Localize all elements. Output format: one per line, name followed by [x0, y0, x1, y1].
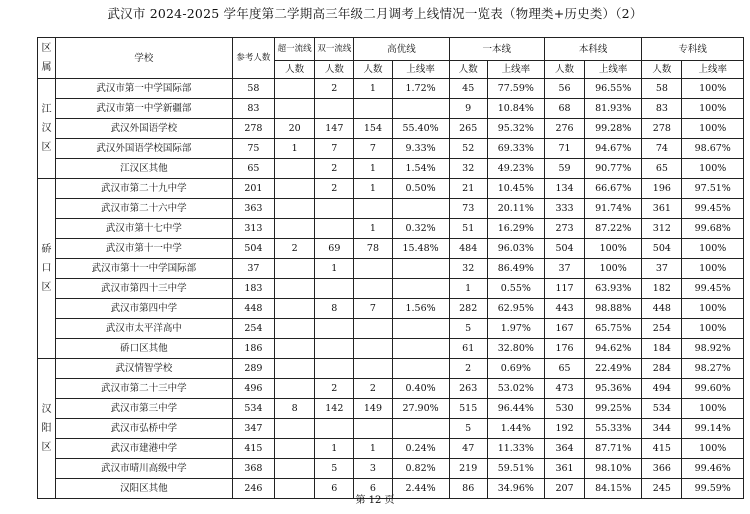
value-cell: 448: [232, 299, 274, 319]
value-cell: 0.32%: [392, 219, 449, 239]
value-cell: 81.93%: [585, 99, 642, 119]
table-row: [38, 239, 744, 259]
value-cell: 1.44%: [487, 419, 544, 439]
value-cell: [315, 339, 354, 359]
value-cell: 182: [642, 279, 682, 299]
value-cell: [354, 319, 392, 339]
value-cell: 0.40%: [392, 379, 449, 399]
value-cell: 37: [642, 259, 682, 279]
value-cell: 21: [449, 179, 487, 199]
value-cell: 368: [232, 459, 274, 479]
value-cell: 94.62%: [585, 339, 642, 359]
value-cell: 98.67%: [682, 139, 744, 159]
value-cell: 94.67%: [585, 139, 642, 159]
value-cell: [315, 359, 354, 379]
value-cell: 7: [354, 299, 392, 319]
school-cell: 硚口区其他: [55, 339, 232, 359]
value-cell: 282: [449, 299, 487, 319]
value-cell: 99.25%: [585, 399, 642, 419]
school-cell: 武汉市第二十九中学: [55, 179, 232, 199]
value-cell: 0.82%: [392, 459, 449, 479]
value-cell: 154: [354, 119, 392, 139]
value-cell: 7: [354, 139, 392, 159]
value-cell: 59.51%: [487, 459, 544, 479]
value-cell: 1: [354, 159, 392, 179]
school-cell: 武汉市第十一中学: [55, 239, 232, 259]
value-cell: 415: [642, 439, 682, 459]
header-people: 人数: [315, 61, 354, 79]
value-cell: 1: [315, 439, 354, 459]
value-cell: 8: [315, 299, 354, 319]
value-cell: 1.97%: [487, 319, 544, 339]
header-people: 人数: [449, 61, 487, 79]
value-cell: 363: [232, 199, 274, 219]
school-cell: 武汉外国语学校: [55, 119, 232, 139]
value-cell: 86: [449, 479, 487, 499]
value-cell: [354, 199, 392, 219]
value-cell: 496: [232, 379, 274, 399]
value-cell: 0.50%: [392, 179, 449, 199]
value-cell: 83: [642, 99, 682, 119]
value-cell: 7: [315, 139, 354, 159]
value-cell: [392, 359, 449, 379]
value-cell: 83: [232, 99, 274, 119]
value-cell: 246: [232, 479, 274, 499]
school-cell: 汉阳区其他: [55, 479, 232, 499]
value-cell: 219: [449, 459, 487, 479]
value-cell: 167: [544, 319, 584, 339]
value-cell: 52: [449, 139, 487, 159]
value-cell: [354, 279, 392, 299]
table-row: [38, 319, 744, 339]
table-row: [38, 399, 744, 419]
value-cell: 361: [544, 459, 584, 479]
value-cell: 263: [449, 379, 487, 399]
value-cell: 0.69%: [487, 359, 544, 379]
table-row: [38, 359, 744, 379]
value-cell: 2: [275, 239, 315, 259]
value-cell: 100%: [682, 119, 744, 139]
value-cell: [354, 99, 392, 119]
value-cell: 6: [354, 479, 392, 499]
value-cell: 276: [544, 119, 584, 139]
value-cell: 58: [642, 79, 682, 99]
value-cell: 176: [544, 339, 584, 359]
value-cell: [315, 99, 354, 119]
value-cell: 1: [275, 139, 315, 159]
value-cell: 95.32%: [487, 119, 544, 139]
value-cell: [392, 199, 449, 219]
value-cell: 504: [232, 239, 274, 259]
value-cell: 65: [544, 359, 584, 379]
header-undergrad: 本科线: [544, 38, 641, 61]
value-cell: 65.75%: [585, 319, 642, 339]
value-cell: 78: [354, 239, 392, 259]
value-cell: 53.02%: [487, 379, 544, 399]
value-cell: 2: [315, 179, 354, 199]
value-cell: 71: [544, 139, 584, 159]
value-cell: 99.60%: [682, 379, 744, 399]
value-cell: 87.71%: [585, 439, 642, 459]
value-cell: [275, 279, 315, 299]
value-cell: 2: [354, 379, 392, 399]
header-rate: 上线率: [682, 61, 744, 79]
value-cell: 2: [315, 159, 354, 179]
value-cell: 22.49%: [585, 359, 642, 379]
value-cell: 87.22%: [585, 219, 642, 239]
value-cell: 9.33%: [392, 139, 449, 159]
school-cell: 武汉外国语学校国际部: [55, 139, 232, 159]
value-cell: [392, 339, 449, 359]
table-row: [38, 139, 744, 159]
value-cell: 99.59%: [682, 479, 744, 499]
value-cell: 1: [354, 179, 392, 199]
value-cell: 361: [642, 199, 682, 219]
value-cell: 96.03%: [487, 239, 544, 259]
value-cell: [275, 319, 315, 339]
value-cell: 289: [232, 359, 274, 379]
value-cell: [275, 219, 315, 239]
value-cell: 100%: [682, 159, 744, 179]
value-cell: 77.59%: [487, 79, 544, 99]
page-title: 武汉市 2024-2025 学年度第二学期高三年级二月调考上线情况一览表（物理类+历史类）（2）: [107, 6, 643, 21]
value-cell: 245: [642, 479, 682, 499]
value-cell: 91.74%: [585, 199, 642, 219]
header-ref-count: 参考人数: [232, 38, 274, 79]
table-row: [38, 379, 744, 399]
value-cell: [392, 99, 449, 119]
value-cell: [392, 279, 449, 299]
value-cell: 2: [449, 359, 487, 379]
value-cell: 494: [642, 379, 682, 399]
value-cell: 312: [642, 219, 682, 239]
page-number: 第 12 页: [355, 495, 395, 506]
value-cell: [354, 259, 392, 279]
value-cell: 100%: [585, 239, 642, 259]
value-cell: 37: [544, 259, 584, 279]
school-cell: 武汉市第三中学: [55, 399, 232, 419]
value-cell: 184: [642, 339, 682, 359]
value-cell: [275, 419, 315, 439]
value-cell: 1: [315, 259, 354, 279]
value-cell: 192: [544, 419, 584, 439]
value-cell: [275, 459, 315, 479]
value-cell: 134: [544, 179, 584, 199]
value-cell: 5: [449, 319, 487, 339]
value-cell: 278: [232, 119, 274, 139]
table-row: [38, 199, 744, 219]
value-cell: 32.80%: [487, 339, 544, 359]
school-cell: 武汉市第十七中学: [55, 219, 232, 239]
value-cell: 347: [232, 419, 274, 439]
table-row: [38, 79, 744, 99]
value-cell: 207: [544, 479, 584, 499]
table-row: [38, 339, 744, 359]
value-cell: 1: [449, 279, 487, 299]
value-cell: 84.15%: [585, 479, 642, 499]
school-cell: 武汉市建港中学: [55, 439, 232, 459]
value-cell: 86.49%: [487, 259, 544, 279]
value-cell: 99.28%: [585, 119, 642, 139]
value-cell: 51: [449, 219, 487, 239]
value-cell: 73: [449, 199, 487, 219]
value-cell: 2: [315, 79, 354, 99]
value-cell: [275, 339, 315, 359]
value-cell: 97.51%: [682, 179, 744, 199]
value-cell: 254: [232, 319, 274, 339]
value-cell: 1: [354, 79, 392, 99]
header-rate: 上线率: [585, 61, 642, 79]
district-cell: 汉阳区: [38, 359, 56, 499]
value-cell: 504: [642, 239, 682, 259]
value-cell: 364: [544, 439, 584, 459]
value-cell: 96.44%: [487, 399, 544, 419]
value-cell: [315, 279, 354, 299]
value-cell: 100%: [585, 259, 642, 279]
value-cell: 100%: [682, 299, 744, 319]
value-cell: [275, 259, 315, 279]
value-cell: 55.40%: [392, 119, 449, 139]
school-cell: 武汉市第四十三中学: [55, 279, 232, 299]
value-cell: 366: [642, 459, 682, 479]
table-row: [38, 119, 744, 139]
table-row: [38, 219, 744, 239]
value-cell: [275, 359, 315, 379]
value-cell: 98.10%: [585, 459, 642, 479]
value-cell: 473: [544, 379, 584, 399]
value-cell: [275, 199, 315, 219]
table-row: [38, 439, 744, 459]
value-cell: 183: [232, 279, 274, 299]
header-high-quality: 高优线: [354, 38, 449, 61]
district-cell: 硚口区: [38, 179, 56, 359]
value-cell: 100%: [682, 259, 744, 279]
value-cell: 65: [232, 159, 274, 179]
value-cell: 98.88%: [585, 299, 642, 319]
value-cell: 1.54%: [392, 159, 449, 179]
value-cell: 55.33%: [585, 419, 642, 439]
value-cell: 10.84%: [487, 99, 544, 119]
header-tier1: 一本线: [449, 38, 544, 61]
value-cell: [354, 359, 392, 379]
value-cell: 515: [449, 399, 487, 419]
value-cell: 0.55%: [487, 279, 544, 299]
value-cell: 448: [642, 299, 682, 319]
header-people: 人数: [642, 61, 682, 79]
value-cell: 278: [642, 119, 682, 139]
school-cell: 武汉市第一中学新疆部: [55, 99, 232, 119]
value-cell: 99.46%: [682, 459, 744, 479]
value-cell: 5: [449, 419, 487, 439]
value-cell: 530: [544, 399, 584, 419]
value-cell: 415: [232, 439, 274, 459]
table-row: [38, 99, 744, 119]
school-cell: 武汉市太平洋高中: [55, 319, 232, 339]
district-cell: 江汉区: [38, 79, 56, 179]
value-cell: 484: [449, 239, 487, 259]
value-cell: 254: [642, 319, 682, 339]
value-cell: [392, 319, 449, 339]
value-cell: 56: [544, 79, 584, 99]
value-cell: 100%: [682, 79, 744, 99]
value-cell: 61: [449, 339, 487, 359]
value-cell: 95.36%: [585, 379, 642, 399]
value-cell: 1.72%: [392, 79, 449, 99]
header-row-1: [38, 38, 744, 61]
value-cell: 62.95%: [487, 299, 544, 319]
value-cell: 265: [449, 119, 487, 139]
value-cell: 65: [642, 159, 682, 179]
value-cell: 15.48%: [392, 239, 449, 259]
table-row: [38, 419, 744, 439]
value-cell: 98.27%: [682, 359, 744, 379]
value-cell: 100%: [682, 399, 744, 419]
value-cell: 534: [232, 399, 274, 419]
value-cell: 99.45%: [682, 199, 744, 219]
value-cell: 273: [544, 219, 584, 239]
value-cell: 11.33%: [487, 439, 544, 459]
value-cell: [275, 179, 315, 199]
header-district: 区属: [38, 38, 56, 79]
value-cell: 47: [449, 439, 487, 459]
value-cell: 196: [642, 179, 682, 199]
value-cell: 32: [449, 159, 487, 179]
header-people: 人数: [275, 61, 315, 79]
value-cell: 34.96%: [487, 479, 544, 499]
value-cell: 96.55%: [585, 79, 642, 99]
results-table: [37, 37, 744, 499]
school-cell: 武汉市第一中学国际部: [55, 79, 232, 99]
school-cell: 武汉市弘桥中学: [55, 419, 232, 439]
value-cell: 20.11%: [487, 199, 544, 219]
value-cell: [392, 259, 449, 279]
value-cell: 9: [449, 99, 487, 119]
school-cell: 江汉区其他: [55, 159, 232, 179]
school-cell: 武汉市第二十三中学: [55, 379, 232, 399]
value-cell: 100%: [682, 99, 744, 119]
value-cell: 100%: [682, 319, 744, 339]
value-cell: 142: [315, 399, 354, 419]
table-row: [38, 159, 744, 179]
value-cell: 37: [232, 259, 274, 279]
value-cell: 201: [232, 179, 274, 199]
value-cell: 3: [354, 459, 392, 479]
value-cell: 69.33%: [487, 139, 544, 159]
value-cell: 504: [544, 239, 584, 259]
table-row: [38, 299, 744, 319]
value-cell: 66.67%: [585, 179, 642, 199]
header-double-first: 双一流线: [315, 38, 354, 61]
school-cell: 武汉市第十一中学国际部: [55, 259, 232, 279]
table-row: [38, 179, 744, 199]
value-cell: 284: [642, 359, 682, 379]
value-cell: 333: [544, 199, 584, 219]
value-cell: 58: [232, 79, 274, 99]
value-cell: 27.90%: [392, 399, 449, 419]
value-cell: [275, 299, 315, 319]
value-cell: 2.44%: [392, 479, 449, 499]
value-cell: 32: [449, 259, 487, 279]
header-vocational: 专科线: [642, 38, 744, 61]
value-cell: 99.14%: [682, 419, 744, 439]
value-cell: [315, 319, 354, 339]
school-cell: 武汉情智学校: [55, 359, 232, 379]
value-cell: 75: [232, 139, 274, 159]
value-cell: 186: [232, 339, 274, 359]
value-cell: 63.93%: [585, 279, 642, 299]
table-row: [38, 259, 744, 279]
value-cell: [315, 199, 354, 219]
value-cell: [275, 379, 315, 399]
value-cell: 2: [315, 379, 354, 399]
value-cell: 20: [275, 119, 315, 139]
value-cell: 147: [315, 119, 354, 139]
value-cell: [315, 419, 354, 439]
value-cell: 313: [232, 219, 274, 239]
value-cell: 149: [354, 399, 392, 419]
value-cell: 100%: [682, 439, 744, 459]
value-cell: 45: [449, 79, 487, 99]
value-cell: 90.77%: [585, 159, 642, 179]
value-cell: 68: [544, 99, 584, 119]
value-cell: 5: [315, 459, 354, 479]
value-cell: 534: [642, 399, 682, 419]
value-cell: [392, 419, 449, 439]
value-cell: 99.45%: [682, 279, 744, 299]
value-cell: 344: [642, 419, 682, 439]
value-cell: [275, 439, 315, 459]
value-cell: 1.56%: [392, 299, 449, 319]
school-cell: 武汉市晴川高级中学: [55, 459, 232, 479]
value-cell: 117: [544, 279, 584, 299]
value-cell: 59: [544, 159, 584, 179]
value-cell: 100%: [682, 239, 744, 259]
header-rate: 上线率: [487, 61, 544, 79]
value-cell: 16.29%: [487, 219, 544, 239]
table-row: [38, 279, 744, 299]
value-cell: 1: [354, 439, 392, 459]
value-cell: [354, 339, 392, 359]
header-rate: 上线率: [392, 61, 449, 79]
value-cell: 69: [315, 239, 354, 259]
header-people: 人数: [544, 61, 584, 79]
value-cell: 8: [275, 399, 315, 419]
header-people: 人数: [354, 61, 392, 79]
value-cell: 49.23%: [487, 159, 544, 179]
value-cell: 98.92%: [682, 339, 744, 359]
header-school: 学校: [55, 38, 232, 79]
school-cell: 武汉市第四中学: [55, 299, 232, 319]
value-cell: [275, 79, 315, 99]
value-cell: 6: [315, 479, 354, 499]
value-cell: 0.24%: [392, 439, 449, 459]
value-cell: 443: [544, 299, 584, 319]
value-cell: 99.68%: [682, 219, 744, 239]
value-cell: 74: [642, 139, 682, 159]
value-cell: 10.45%: [487, 179, 544, 199]
header-super-first: 超一流线: [275, 38, 315, 61]
value-cell: [354, 419, 392, 439]
value-cell: 1: [354, 219, 392, 239]
value-cell: [275, 159, 315, 179]
value-cell: [315, 219, 354, 239]
value-cell: [275, 99, 315, 119]
school-cell: 武汉市第二十六中学: [55, 199, 232, 219]
table-row: [38, 459, 744, 479]
